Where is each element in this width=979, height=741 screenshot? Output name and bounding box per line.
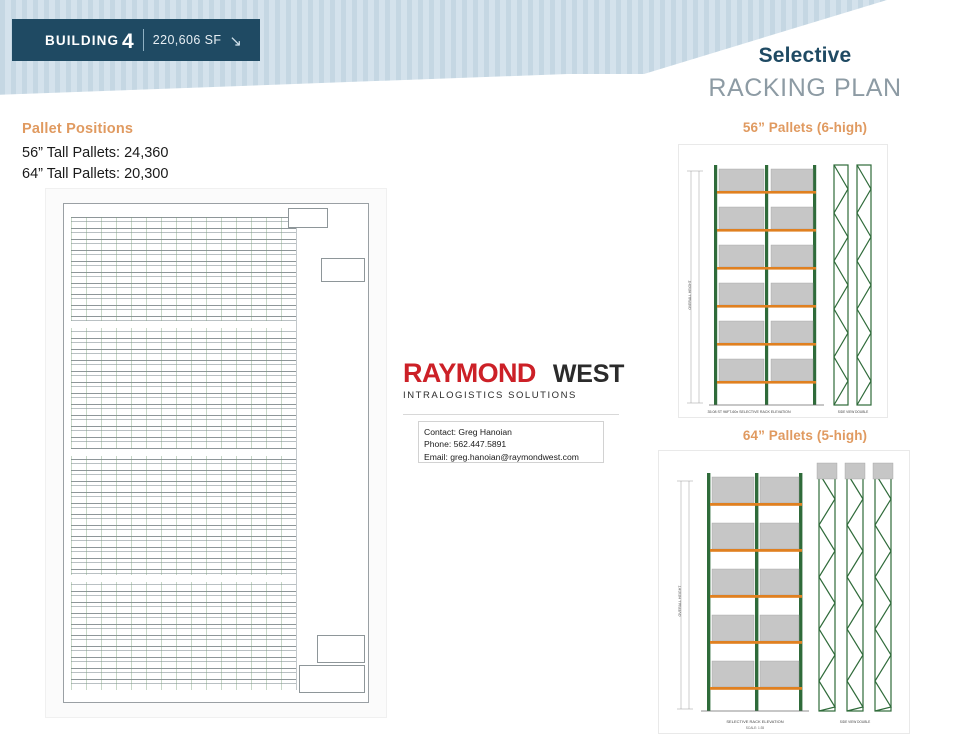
floor-plan-side-area bbox=[296, 217, 362, 690]
contact-name: Contact: Greg Hanoian bbox=[424, 427, 512, 437]
floor-plan-notch-upper-right bbox=[321, 258, 365, 282]
building-square-feet: 220,606 SF bbox=[152, 33, 222, 47]
contact-email[interactable]: Email: greg.hanoian@raymondwest.com bbox=[424, 451, 579, 462]
floor-plan-cross-aisle-3 bbox=[71, 575, 296, 582]
floor-plan-cross-aisle-2 bbox=[71, 449, 296, 456]
floor-plan-notch-bottom-right bbox=[299, 665, 365, 693]
rack-elevation-svg-64 bbox=[659, 451, 909, 733]
logo-secondary-text: WEST bbox=[552, 360, 625, 388]
tag-divider bbox=[143, 29, 144, 51]
pallet-positions-block bbox=[22, 121, 168, 184]
logo-primary-text: RAYMOND bbox=[403, 358, 536, 388]
rack-caption-right-64: SIDE VIEW DOUBLE bbox=[839, 720, 871, 724]
arrow-down-right-icon: ↘ bbox=[229, 33, 242, 50]
rack-caption-right-56: SIDE VIEW DOUBLE bbox=[837, 410, 869, 414]
racking-plan-title-top: Selective bbox=[758, 44, 852, 67]
svg-text:OVERALL HEIGHT: OVERALL HEIGHT bbox=[688, 280, 692, 310]
rack-caption-sub-64: SCALE: 1:35 bbox=[745, 726, 765, 730]
svg-text:OVERALL HEIGHT: OVERALL HEIGHT bbox=[678, 585, 682, 617]
rack-elevation-svg-56 bbox=[679, 145, 887, 417]
rack-section-label-56: 56” Pallets (6-high) bbox=[742, 120, 868, 135]
floor-plan-notch-lower-right bbox=[317, 635, 365, 663]
pallet-positions-line-56: 56” Tall Pallets: 24,360 bbox=[22, 145, 169, 161]
floor-plan-drawing bbox=[63, 203, 369, 703]
raymond-west-logo bbox=[403, 358, 625, 415]
building-label: BUILDING bbox=[45, 32, 120, 48]
logo-wordmark-row bbox=[403, 358, 625, 388]
racking-plan-heading bbox=[640, 44, 970, 103]
floor-plan-card bbox=[45, 188, 387, 718]
rack-elevation-drawing-64 bbox=[658, 450, 910, 734]
rack-elevation-drawing-56 bbox=[678, 144, 888, 418]
floor-plan-cross-aisle-1 bbox=[71, 321, 296, 328]
pallet-positions-line-64: 64” Tall Pallets: 20,300 bbox=[22, 165, 169, 182]
floor-plan-notch-top bbox=[288, 208, 328, 228]
contact-card bbox=[418, 421, 604, 463]
building-number: 4 bbox=[122, 29, 134, 53]
contact-phone: Phone: 562.447.5891 bbox=[424, 439, 507, 450]
logo-underline bbox=[403, 414, 619, 415]
building-tag bbox=[12, 19, 260, 61]
rack-caption-64: SELECTIVE RACK ELEVATION bbox=[726, 719, 784, 724]
pallet-positions-title: Pallet Positions bbox=[22, 121, 134, 137]
rack-caption-56: 35.08 ST 96FT-60x SELECTIVE RACK ELEVATION bbox=[707, 410, 791, 414]
rack-section-label-64: 64” Pallets (5-high) bbox=[742, 428, 868, 443]
racking-plan-title-bottom: RACKING PLAN bbox=[708, 74, 902, 102]
logo-tagline: INTRALOGISTICS SOLUTIONS bbox=[403, 390, 577, 401]
